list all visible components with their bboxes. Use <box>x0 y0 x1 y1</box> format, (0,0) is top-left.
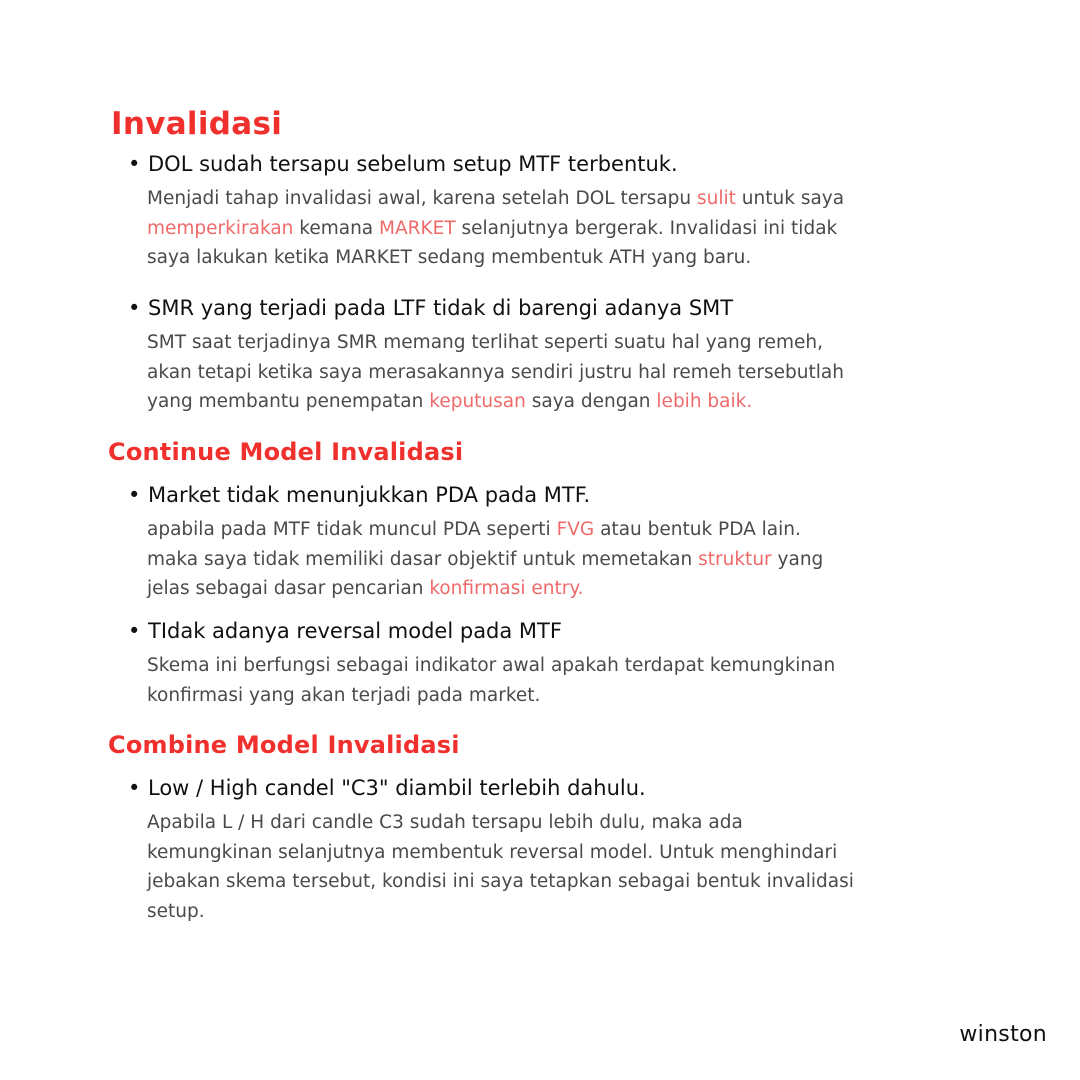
list-item <box>128 481 988 604</box>
item-title <box>128 774 988 802</box>
item-title <box>128 617 988 645</box>
description-line <box>147 808 967 838</box>
highlighted-term: lebih baik. <box>656 391 753 412</box>
description-text: saya lakukan ketika MARKET sedang membentuk ATH yang baru. <box>147 247 752 268</box>
description-line <box>147 184 967 214</box>
description-line <box>147 651 967 681</box>
description-line <box>147 358 967 388</box>
item-title-text: Low / High candel "C3" diambil terlebih dahulu. <box>148 776 646 800</box>
description-text: Menjadi tahap invalidasi awal, karena setelah DOL tersapu <box>147 188 698 209</box>
list-item <box>128 774 988 926</box>
item-description <box>147 808 967 926</box>
item-title-text: DOL sudah tersapu sebelum setup MTF terbentuk. <box>148 152 678 176</box>
description-text: akan tetapi ketika saya merasakannya sendiri justru hal remeh tersebutlah <box>147 361 844 383</box>
bullet-icon: • <box>128 483 141 507</box>
description-text: untuk saya <box>735 188 845 209</box>
list-item <box>128 294 988 417</box>
description-line <box>147 328 967 358</box>
item-title-text: Market tidak menunjukkan PDA pada MTF. <box>148 483 591 507</box>
item-title <box>128 150 988 178</box>
item-description <box>147 651 967 710</box>
description-line <box>147 243 967 273</box>
description-line <box>147 838 967 868</box>
description-line <box>147 387 967 417</box>
list-item <box>128 150 988 273</box>
highlighted-term: keputusan <box>429 391 526 412</box>
description-line <box>147 897 967 927</box>
description-text: jebakan skema tersebut, kondisi ini saya tetapkan sebagai bentuk invalidasi <box>147 871 854 892</box>
bullet-icon: • <box>128 152 141 176</box>
description-text: saya dengan <box>525 391 657 412</box>
bullet-icon: • <box>128 776 141 800</box>
highlighted-term: struktur <box>698 548 772 570</box>
description-text: apabila pada MTF tidak muncul PDA seperti <box>147 519 557 540</box>
description-line <box>147 867 967 897</box>
description-text: konfirmasi yang akan terjadi pada market. <box>147 684 541 706</box>
section-heading-combine-model: Combine Model Invalidasi <box>108 731 460 759</box>
item-description <box>147 515 967 604</box>
description-text: selanjutnya bergerak. Invalidasi ini tidak <box>455 217 838 239</box>
list-item <box>128 617 988 710</box>
description-line <box>147 681 967 711</box>
description-line <box>147 515 967 545</box>
item-title-text: TIdak adanya reversal model pada MTF <box>148 619 562 643</box>
highlighted-term: sulit <box>697 188 736 209</box>
item-description <box>147 328 967 417</box>
bullet-icon: • <box>128 296 141 320</box>
bullet-icon: • <box>128 619 141 643</box>
description-text: SMT saat terjadinya SMR memang terlihat seperti suatu hal yang remeh, <box>147 332 823 353</box>
highlighted-term: FVG <box>556 519 595 540</box>
description-text: kemungkinan selanjutnya membentuk reversal model. Untuk menghindari <box>147 841 838 863</box>
highlighted-term: MARKET <box>379 217 456 239</box>
description-text: yang <box>771 548 824 570</box>
description-text: Apabila L / H dari candle C3 sudah tersapu lebih dulu, maka ada <box>147 812 743 833</box>
item-title-text: SMR yang terjadi pada LTF tidak di barengi adanya SMT <box>148 296 734 320</box>
description-text: Skema ini berfungsi sebagai indikator awal apakah terdapat kemungkinan <box>147 655 836 676</box>
description-line <box>147 574 967 604</box>
section-heading-continue-model: Continue Model Invalidasi <box>108 438 464 466</box>
brand-wordmark: winston <box>959 1022 1047 1047</box>
description-text: yang membantu penempatan <box>147 391 430 412</box>
description-text: kemana <box>293 217 380 239</box>
description-text: setup. <box>147 900 205 922</box>
description-text: jelas sebagai dasar pencarian <box>147 578 430 599</box>
item-title <box>128 481 988 509</box>
highlighted-term: memperkirakan <box>147 217 294 239</box>
description-text: atau bentuk PDA lain. <box>594 519 801 540</box>
highlighted-term: konfirmasi entry. <box>429 578 584 599</box>
description-line <box>147 545 967 575</box>
item-description <box>147 184 967 273</box>
section-heading-invalidasi: Invalidasi <box>111 106 283 142</box>
item-title <box>128 294 988 322</box>
description-text: maka saya tidak memiliki dasar objektif untuk memetakan <box>147 548 699 570</box>
description-line <box>147 214 967 244</box>
